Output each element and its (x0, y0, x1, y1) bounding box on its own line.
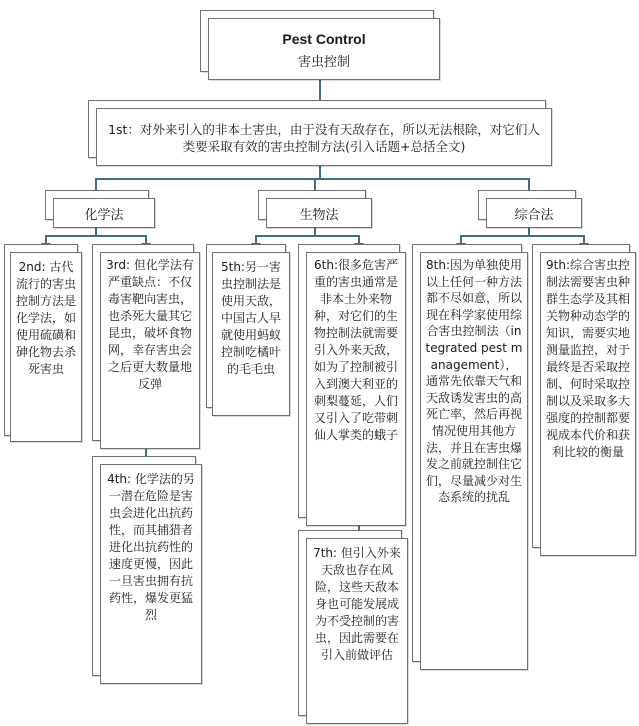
category-biological-label: 生物法 (299, 208, 339, 223)
category-integrated-label: 综合法 (514, 208, 554, 223)
note-4-text: 4th: 化学法的另一潜在危险是害虫会进化出抗药性，而其捕猎者进化出抗药性的速度更慢，因此一旦害虫拥有抗药性，爆发更猛烈 (107, 472, 195, 622)
category-chemical-label: 化学法 (84, 208, 124, 223)
note-3-text: 3rd: 但化学法有严重缺点：不仅毒害靶向害虫，也杀死大量其它昆虫，破坏食物网，幸存害虫会之后更大数量地反弹 (106, 258, 194, 391)
note-5-text: 5th:另一害虫控制法是使用天敌，中国古人早就使用蚂蚁控制吃橘叶的毛毛虫 (220, 260, 281, 376)
connector-integrated-bar (460, 235, 585, 237)
root-title-en: Pest Control (282, 31, 366, 47)
connector-bio-bar (255, 235, 360, 237)
intro-text: 1st：对外来引入的非本土害虫，由于没有天敌存在，所以无法根除，对它们人类要采取有效的害虫控制方法(引入话题+总括全文) (108, 122, 540, 154)
root-title-zh: 害虫控制 (297, 55, 350, 70)
note-3 (92, 244, 200, 449)
note-4 (92, 456, 202, 684)
category-chemical (45, 190, 155, 228)
note-9 (532, 244, 636, 556)
note-6-text: 6th:很多危害严重的害虫通常是非本土外来物种，对它们的生物控制法就需要引入外来天敌，如为了控制被引入到澳大利亚的刺梨蔓延，人们又引入了吃带刺仙人掌类的蛾子 (313, 258, 398, 442)
root-node (200, 10, 440, 80)
category-biological (258, 190, 372, 228)
note-9-text: 9th:综合害虫控制法需要害虫种群生态学及其相关物种动态学的知识，需要实地测量监控，对于最终是否采取控制、何时采取控制以及采取多大强度的控制都要视成本代价和获利比较的衡量 (545, 258, 630, 459)
note-8-text: 8th:因为单独使用以上任何一种方法都不尽如意，所以现在科学家使用综合害虫控制法（integrated pest management），通常先依靠天气和天敌诱发害虫的高死亡率，然后再视情况使用其他方法，并且在害虫爆发之前就控制住它们，尽量减少对生态系统的扰乱 (425, 258, 523, 505)
note-5 (206, 244, 290, 416)
note-7-text: 7th: 但引入外来天敌也存在风险，这些天敌本身也可能发展成为不受控制的害虫，因此需要在引入前做评估 (313, 546, 401, 662)
note-7 (298, 530, 408, 724)
note-2 (4, 244, 82, 444)
note-8 (412, 244, 528, 670)
intro-node (88, 100, 552, 166)
category-integrated (478, 190, 582, 228)
note-6 (298, 244, 406, 526)
connector-category-bar (95, 178, 530, 180)
note-2-text: 2nd: 古代流行的害虫控制方法是化学法，如使用硫磺和砷化物去杀死害虫 (16, 260, 77, 376)
connector-chem-bar (45, 235, 147, 237)
